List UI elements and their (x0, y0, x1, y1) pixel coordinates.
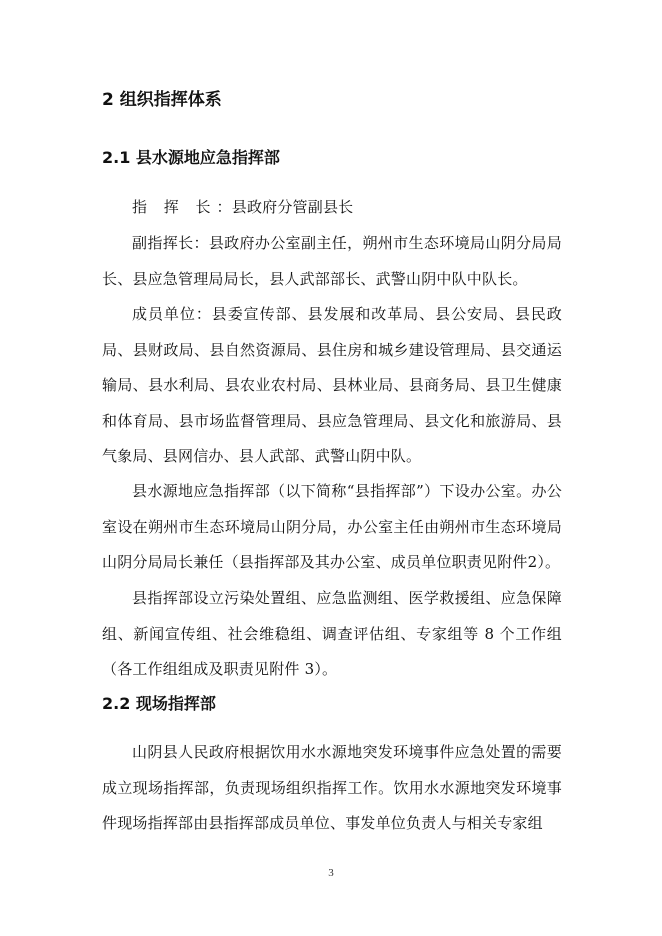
site-command-paragraph: 山阴县人民政府根据饮用水水源地突发环境事件应急处置的需要成立现场指挥部，负责现场组织指挥工作。饮用水水源地突发环境事件现场指挥部由县指挥部成员单位、事发单位负责人与相关专家组 (102, 743, 562, 832)
section-title: 2 组织指挥体系 (102, 90, 222, 110)
page-number: 3 (328, 867, 334, 879)
member-units-paragraph: 成员单位：县委宣传部、县发展和改革局、县公安局、县民政局、县财政局、县自然资源局、县住房和城乡建设管理局、县交通运输局、县水利局、县农业农村局、县林业局、县商务局、县卫生健康和体育局、县市场监督管理局、县应急管理局、县文化和旅游局、县气象局、县网信办、县人武部、武警山阴中队。 (102, 305, 562, 465)
working-groups-paragraph: 县指挥部设立污染处置组、应急监测组、医学救援组、应急保障组、新闻宣传组、社会维稳组、调查评估组、专家组等 8 个工作组（各工作组组成及职责见附件 3）。 (102, 589, 562, 678)
subsection-title-2-2: 2.2 现场指挥部 (102, 694, 216, 713)
commander-label: 指 挥 长 (132, 198, 217, 216)
commander-paragraph (102, 190, 562, 226)
deputy-commander-paragraph: 副指挥长：县政府办公室副主任，朔州市生态环境局山阴分局局长、县应急管理局局长，县人武部部长、武警山阴中队中队长。 (102, 234, 562, 288)
commander-text: ：县政府分管副县长 (216, 198, 354, 216)
subsection-title-2-1: 2.1 县水源地应急指挥部 (102, 148, 280, 167)
office-paragraph: 县水源地应急指挥部（以下简称“县指挥部”）下设办公室。办公室设在朔州市生态环境局山阴分局，办公室主任由朔州市生态环境局山阴分局局长兼任（县指挥部及其办公室、成员单位职责见附件2）。 (102, 482, 562, 571)
